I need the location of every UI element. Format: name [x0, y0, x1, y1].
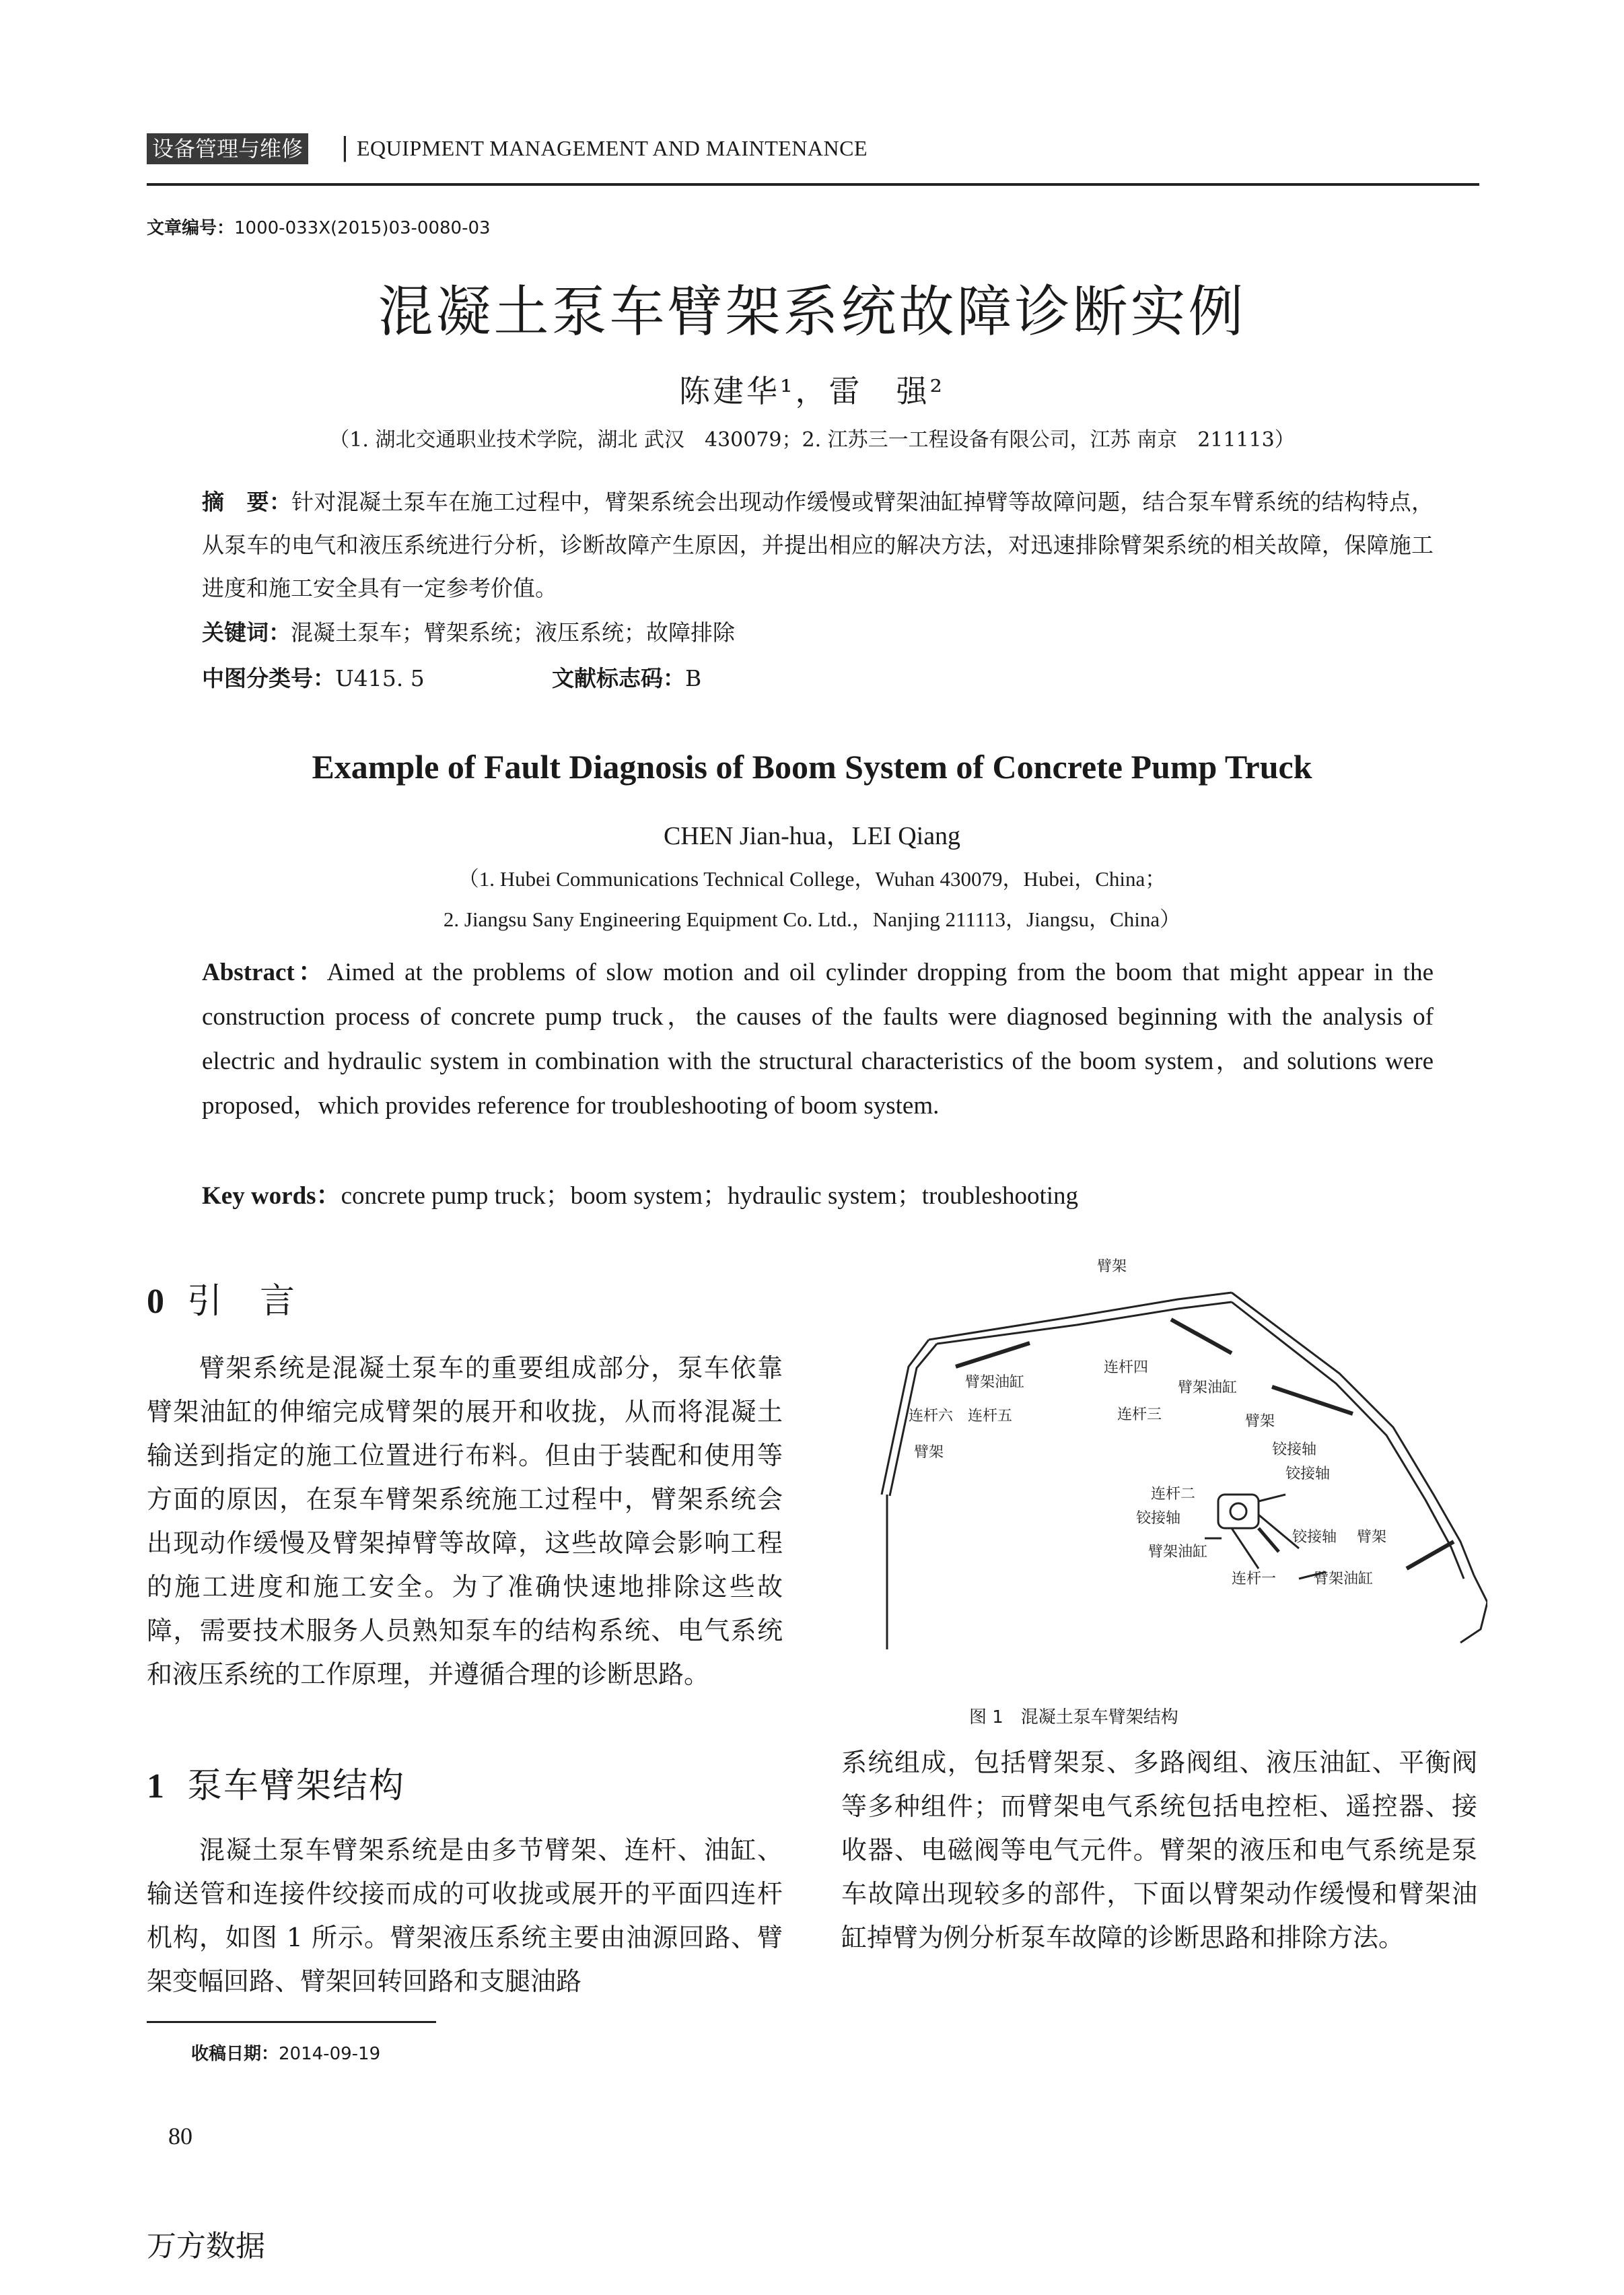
label-link-5: 连杆五 [968, 1408, 1013, 1425]
section-tag: 设备管理与维修 [147, 133, 308, 164]
label-link-4: 连杆四 [1104, 1359, 1149, 1376]
en-abstract [202, 951, 1434, 1128]
label-hinge-3: 铰接轴 [1136, 1510, 1181, 1527]
boom-section-top [929, 1293, 1232, 1340]
boom-drawing [882, 1293, 1487, 1649]
en-abstract-label: Abstract： [202, 959, 327, 986]
footnote-rule [147, 2021, 436, 2023]
watermark: 万方数据 [147, 2229, 265, 2263]
section-1-heading [147, 1757, 405, 1808]
cn-keywords [202, 615, 735, 647]
cylinder-1 [956, 1343, 1030, 1367]
cn-keywords-label: 关键词： [202, 619, 291, 646]
label-cylinder-mid: 臂架油缸 [1178, 1379, 1238, 1396]
header-separator: | [341, 132, 349, 162]
label-hinge-1: 铰接轴 [1272, 1441, 1317, 1458]
header-rule [147, 183, 1479, 186]
section-0-number: 0 [147, 1282, 166, 1321]
cn-clc [202, 661, 425, 693]
cn-abstract-text: 针对混凝土泵车在施工过程中，臂架系统会出现动作缓慢或臂架油缸掉臂等故障问题，结合泵车臂系统的结构特点，从泵车的电气和液压系统进行分析，诊断故障产生原因，并提出相应的解决方法，对迅速排除臂架系统的相关故障，保障施工进度和施工安全具有一定参考价值。 [202, 489, 1434, 601]
section-1-body-left [147, 1828, 783, 2003]
label-hinge-2: 铰接轴 [1285, 1466, 1331, 1482]
leader-2 [1259, 1495, 1285, 1501]
cylinder-2 [1171, 1320, 1232, 1353]
cn-doc-label: 文献标志码： [552, 665, 685, 691]
page-number: 80 [168, 2123, 192, 2150]
journal-title: EQUIPMENT MANAGEMENT AND MAINTENANCE [357, 136, 868, 160]
figure-labels [909, 1258, 1386, 1587]
cn-abstract-label: 摘 要： [202, 489, 292, 515]
boom-structure-figure [855, 1252, 1487, 1690]
received-date-value: 2014-09-19 [279, 2044, 381, 2064]
section-0-body [147, 1346, 783, 1697]
cn-doc-value: B [685, 665, 702, 691]
label-link-3: 连杆三 [1117, 1406, 1162, 1423]
section-1-paragraph-left: 混凝土泵车臂架系统是由多节臂架、连杆、油缸、输送管和连接件绞接而成的可收拢或展开的平面四连杆机构，如图 1 所示。臂架液压系统主要由油源回路、臂架变幅回路、臂架回转回路和支腿油路 [147, 1835, 783, 1996]
received-date-label: 收稿日期： [191, 2044, 279, 2064]
label-boom-lower: 臂架 [1357, 1529, 1387, 1546]
article-number [147, 214, 491, 239]
en-affiliation-2: 2. Jiangsu Sany Engineering Equipment Co. Ltd.，Nanjing 211113，Jiangsu，China） [443, 907, 1181, 931]
boom-section-right [1232, 1293, 1474, 1575]
cylinder-3 [1272, 1387, 1353, 1414]
section-1-paragraph-right: 系统组成，包括臂架泵、多路阀组、液压油缸、平衡阀等多种组件；而臂架电气系统包括电控柜、遥控器、接收器、电磁阀等电气元件。臂架的液压和电气系统是泵车故障出现较多的部件，下面以臂架动作缓慢和臂架油缸掉臂为例分析泵车故障的诊断思路和排除方法。 [841, 1748, 1477, 1952]
cylinder-5 [1259, 1528, 1279, 1552]
cn-title: 混凝土泵车臂架系统故障诊断实例 [378, 280, 1246, 344]
label-cylinder-right: 臂架油缸 [1314, 1571, 1374, 1587]
en-keywords-text: concrete pump truck；boom system；hydraulic system；troubleshooting [341, 1182, 1078, 1210]
received-date [191, 2040, 380, 2065]
cn-clc-value: U415. 5 [335, 665, 425, 691]
en-abstract-text: Aimed at the problems of slow motion and oil cylinder dropping from the boom that might appear in the construction process of concrete pump truck，the causes of the faults were diagnosed beginning with the analysis of electric and hydraulic system in combination with the structural characteristics of the boom system，and solutions were proposed，which provides reference for troubleshooting of boom system. [202, 959, 1434, 1120]
label-link-2: 连杆二 [1151, 1486, 1196, 1503]
article-number-value: 1000-033X(2015)03-0080-03 [234, 218, 491, 238]
section-0-heading [147, 1272, 296, 1323]
link-bar-2 [1232, 1528, 1259, 1569]
label-boom-top: 臂架 [1097, 1258, 1127, 1275]
cn-clc-label: 中图分类号： [202, 665, 335, 691]
joint-assembly [1218, 1495, 1259, 1528]
cn-authors: 陈建华¹，雷 强² [679, 373, 945, 409]
article-number-label: 文章编号： [147, 218, 235, 238]
cylinder-4 [1407, 1542, 1454, 1569]
label-cylinder-low: 臂架油缸 [1148, 1544, 1208, 1561]
label-boom-left: 臂架 [914, 1444, 944, 1461]
label-cylinder-left: 臂架油缸 [965, 1374, 1025, 1391]
en-keywords-label: Key words： [202, 1182, 341, 1210]
label-hinge-4: 铰接轴 [1292, 1529, 1337, 1546]
cn-keywords-text: 混凝土泵车；臂架系统；液压系统；故障排除 [291, 619, 735, 646]
boom-section-top-inner [937, 1302, 1232, 1344]
label-link-1: 连杆一 [1232, 1571, 1277, 1587]
section-1-title: 泵车臂架结构 [187, 1766, 406, 1806]
section-1-body-right [841, 1741, 1477, 1960]
label-boom-right: 臂架 [1245, 1413, 1275, 1430]
boom-section-end [1460, 1575, 1487, 1643]
cn-abstract [202, 481, 1434, 610]
en-authors: CHEN Jian-hua，LEI Qiang [663, 822, 961, 850]
section-0-paragraph: 臂架系统是混凝土泵车的重要组成部分，泵车依靠臂架油缸的伸缩完成臂架的展开和收拢，从而将混凝土输送到指定的施工位置进行布料。但由于装配和使用等方面的原因，在泵车臂架系统施工过程中，臂架系统会出现动作缓慢及臂架掉臂等故障，这些故障会影响工程的施工进度和施工安全。为了准确快速地排除这些故障，需要技术服务人员熟知泵车的结构系统、电气系统和液压系统的工作原理，并遵循合理的诊断思路。 [147, 1353, 783, 1689]
figure-caption: 图 1 混凝土泵车臂架结构 [969, 1707, 1178, 1727]
cn-doc-code [552, 661, 701, 693]
label-link-6: 连杆六 [909, 1408, 954, 1425]
section-0-title: 引 言 [187, 1281, 297, 1322]
joint-pin [1230, 1503, 1246, 1519]
section-1-number: 1 [147, 1767, 166, 1806]
en-affiliation-1: （1. Hubei Communications Technical College，Wuhan 430079，Hubei，China； [458, 867, 1166, 891]
en-keywords [202, 1175, 1078, 1211]
cn-affiliation: （1. 湖北交通职业技术学院，湖北 武汉 430079；2. 江苏三一工程设备有限公司，江苏 南京 211113） [329, 428, 1295, 452]
en-title: Example of Fault Diagnosis of Boom System of Concrete Pump Truck [312, 748, 1312, 786]
